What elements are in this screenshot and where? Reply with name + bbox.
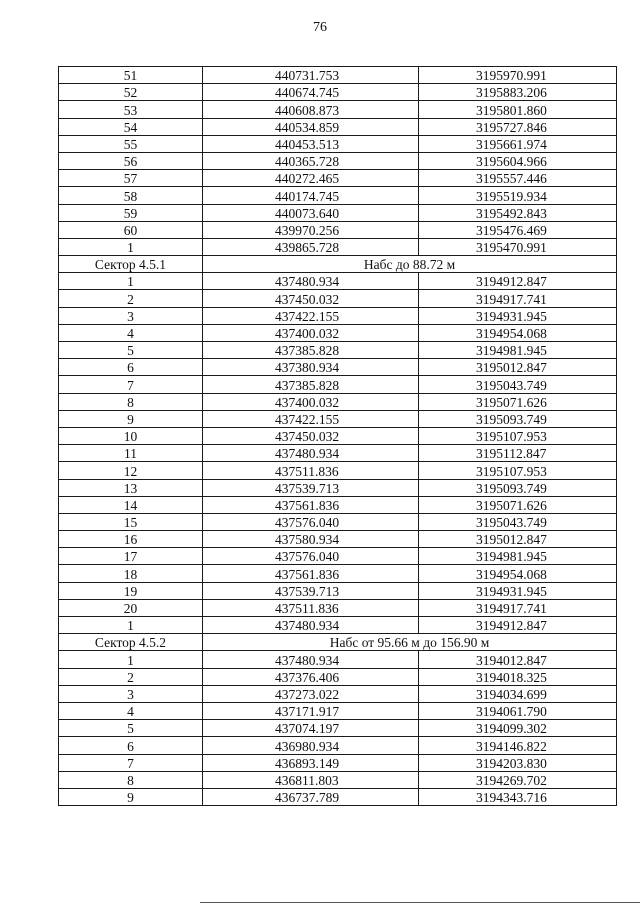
point-number: 9 [59,410,203,427]
table-row [59,273,617,290]
y-coordinate: 3195071.626 [419,393,617,410]
table-row [59,617,617,634]
y-coordinate: 3194203.830 [419,754,617,771]
x-coordinate: 437480.934 [203,617,419,634]
table-row [59,685,617,702]
x-coordinate: 437511.836 [203,599,419,616]
y-coordinate: 3195012.847 [419,359,617,376]
x-coordinate: 437273.022 [203,685,419,702]
table-row [59,720,617,737]
table-row [59,324,617,341]
x-coordinate: 437400.032 [203,324,419,341]
x-coordinate: 440674.745 [203,84,419,101]
point-number: 5 [59,720,203,737]
point-number: 4 [59,324,203,341]
page-edge-line [200,902,640,903]
point-number: 1 [59,273,203,290]
point-number: 5 [59,342,203,359]
table-row [59,479,617,496]
y-coordinate: 3195801.860 [419,101,617,118]
x-coordinate: 440608.873 [203,101,419,118]
y-coordinate: 3195557.446 [419,170,617,187]
point-number: 3 [59,685,203,702]
x-coordinate: 440073.640 [203,204,419,221]
x-coordinate: 437561.836 [203,496,419,513]
y-coordinate: 3195093.749 [419,479,617,496]
table-row [59,393,617,410]
point-number: 2 [59,668,203,685]
table-row [59,187,617,204]
y-coordinate: 3194931.945 [419,582,617,599]
x-coordinate: 440731.753 [203,67,419,84]
x-coordinate: 437400.032 [203,393,419,410]
table-row [59,84,617,101]
point-number: 52 [59,84,203,101]
point-number: 1 [59,617,203,634]
y-coordinate: 3195043.749 [419,513,617,530]
point-number: 6 [59,359,203,376]
table-row [59,496,617,513]
x-coordinate: 437385.828 [203,342,419,359]
y-coordinate: 3195107.953 [419,462,617,479]
sector-name: Сектор 4.5.2 [59,634,203,651]
x-coordinate: 436980.934 [203,737,419,754]
x-coordinate: 439970.256 [203,221,419,238]
x-coordinate: 440453.513 [203,135,419,152]
point-number: 19 [59,582,203,599]
x-coordinate: 436811.803 [203,771,419,788]
x-coordinate: 437561.836 [203,565,419,582]
coordinates-table [58,66,617,806]
y-coordinate: 3194343.716 [419,788,617,805]
sector-height-range: Набс до 88.72 м [203,256,617,273]
y-coordinate: 3194034.699 [419,685,617,702]
table-row [59,531,617,548]
table-row [59,221,617,238]
point-number: 17 [59,548,203,565]
y-coordinate: 3194018.325 [419,668,617,685]
table-row [59,101,617,118]
x-coordinate: 437539.713 [203,582,419,599]
y-coordinate: 3195727.846 [419,118,617,135]
y-coordinate: 3194981.945 [419,548,617,565]
x-coordinate: 440365.728 [203,152,419,169]
y-coordinate: 3194954.068 [419,324,617,341]
y-coordinate: 3194912.847 [419,273,617,290]
table-row [59,462,617,479]
y-coordinate: 3194931.945 [419,307,617,324]
sector-name: Сектор 4.5.1 [59,256,203,273]
sector-height-range: Набс от 95.66 м до 156.90 м [203,634,617,651]
point-number: 8 [59,771,203,788]
y-coordinate: 3195883.206 [419,84,617,101]
y-coordinate: 3194917.741 [419,599,617,616]
table-row [59,445,617,462]
point-number: 59 [59,204,203,221]
table-row [59,152,617,169]
table-row [59,788,617,805]
x-coordinate: 437580.934 [203,531,419,548]
table-row [59,599,617,616]
y-coordinate: 3195093.749 [419,410,617,427]
point-number: 56 [59,152,203,169]
x-coordinate: 437480.934 [203,445,419,462]
x-coordinate: 437074.197 [203,720,419,737]
point-number: 8 [59,393,203,410]
y-coordinate: 3194061.790 [419,702,617,719]
y-coordinate: 3195112.847 [419,445,617,462]
x-coordinate: 440534.859 [203,118,419,135]
x-coordinate: 437380.934 [203,359,419,376]
point-number: 7 [59,754,203,771]
y-coordinate: 3194269.702 [419,771,617,788]
x-coordinate: 437511.836 [203,462,419,479]
point-number: 55 [59,135,203,152]
x-coordinate: 437171.917 [203,702,419,719]
table-row [59,548,617,565]
y-coordinate: 3195470.991 [419,238,617,255]
point-number: 60 [59,221,203,238]
x-coordinate: 436893.149 [203,754,419,771]
point-number: 54 [59,118,203,135]
table-row [59,290,617,307]
table-row [59,376,617,393]
point-number: 16 [59,531,203,548]
y-coordinate: 3195661.974 [419,135,617,152]
table-row [59,771,617,788]
table-row [59,204,617,221]
y-coordinate: 3195604.966 [419,152,617,169]
point-number: 7 [59,376,203,393]
point-number: 13 [59,479,203,496]
y-coordinate: 3195970.991 [419,67,617,84]
point-number: 3 [59,307,203,324]
x-coordinate: 437385.828 [203,376,419,393]
table-row [59,702,617,719]
point-number: 1 [59,651,203,668]
point-number: 53 [59,101,203,118]
y-coordinate: 3195476.469 [419,221,617,238]
y-coordinate: 3195519.934 [419,187,617,204]
table-row [59,513,617,530]
point-number: 10 [59,427,203,444]
sector-header-row [59,256,617,273]
point-number: 11 [59,445,203,462]
point-number: 18 [59,565,203,582]
table-row [59,238,617,255]
y-coordinate: 3194912.847 [419,617,617,634]
x-coordinate: 437422.155 [203,307,419,324]
x-coordinate: 440174.745 [203,187,419,204]
y-coordinate: 3195107.953 [419,427,617,444]
table-row [59,170,617,187]
x-coordinate: 440272.465 [203,170,419,187]
y-coordinate: 3195071.626 [419,496,617,513]
point-number: 14 [59,496,203,513]
table-row [59,754,617,771]
point-number: 12 [59,462,203,479]
x-coordinate: 437480.934 [203,651,419,668]
y-coordinate: 3194146.822 [419,737,617,754]
table-row [59,737,617,754]
y-coordinate: 3195012.847 [419,531,617,548]
x-coordinate: 437422.155 [203,410,419,427]
x-coordinate: 437376.406 [203,668,419,685]
page-number: 76 [313,20,327,35]
y-coordinate: 3194981.945 [419,342,617,359]
point-number: 4 [59,702,203,719]
coordinates-table-body [59,67,617,806]
point-number: 15 [59,513,203,530]
table-row [59,427,617,444]
table-row [59,118,617,135]
x-coordinate: 437539.713 [203,479,419,496]
x-coordinate: 437450.032 [203,427,419,444]
x-coordinate: 439865.728 [203,238,419,255]
x-coordinate: 437450.032 [203,290,419,307]
table-row [59,359,617,376]
point-number: 6 [59,737,203,754]
y-coordinate: 3195492.843 [419,204,617,221]
y-coordinate: 3195043.749 [419,376,617,393]
point-number: 58 [59,187,203,204]
table-row [59,307,617,324]
point-number: 20 [59,599,203,616]
table-row [59,668,617,685]
table-row [59,565,617,582]
point-number: 51 [59,67,203,84]
y-coordinate: 3194954.068 [419,565,617,582]
point-number: 9 [59,788,203,805]
x-coordinate: 436737.789 [203,788,419,805]
sector-header-row [59,634,617,651]
y-coordinate: 3194099.302 [419,720,617,737]
point-number: 2 [59,290,203,307]
table-row [59,651,617,668]
point-number: 57 [59,170,203,187]
table-row [59,67,617,84]
x-coordinate: 437480.934 [203,273,419,290]
x-coordinate: 437576.040 [203,548,419,565]
table-row [59,582,617,599]
y-coordinate: 3194012.847 [419,651,617,668]
table-row [59,135,617,152]
table-row [59,410,617,427]
x-coordinate: 437576.040 [203,513,419,530]
y-coordinate: 3194917.741 [419,290,617,307]
point-number: 1 [59,238,203,255]
table-row [59,342,617,359]
